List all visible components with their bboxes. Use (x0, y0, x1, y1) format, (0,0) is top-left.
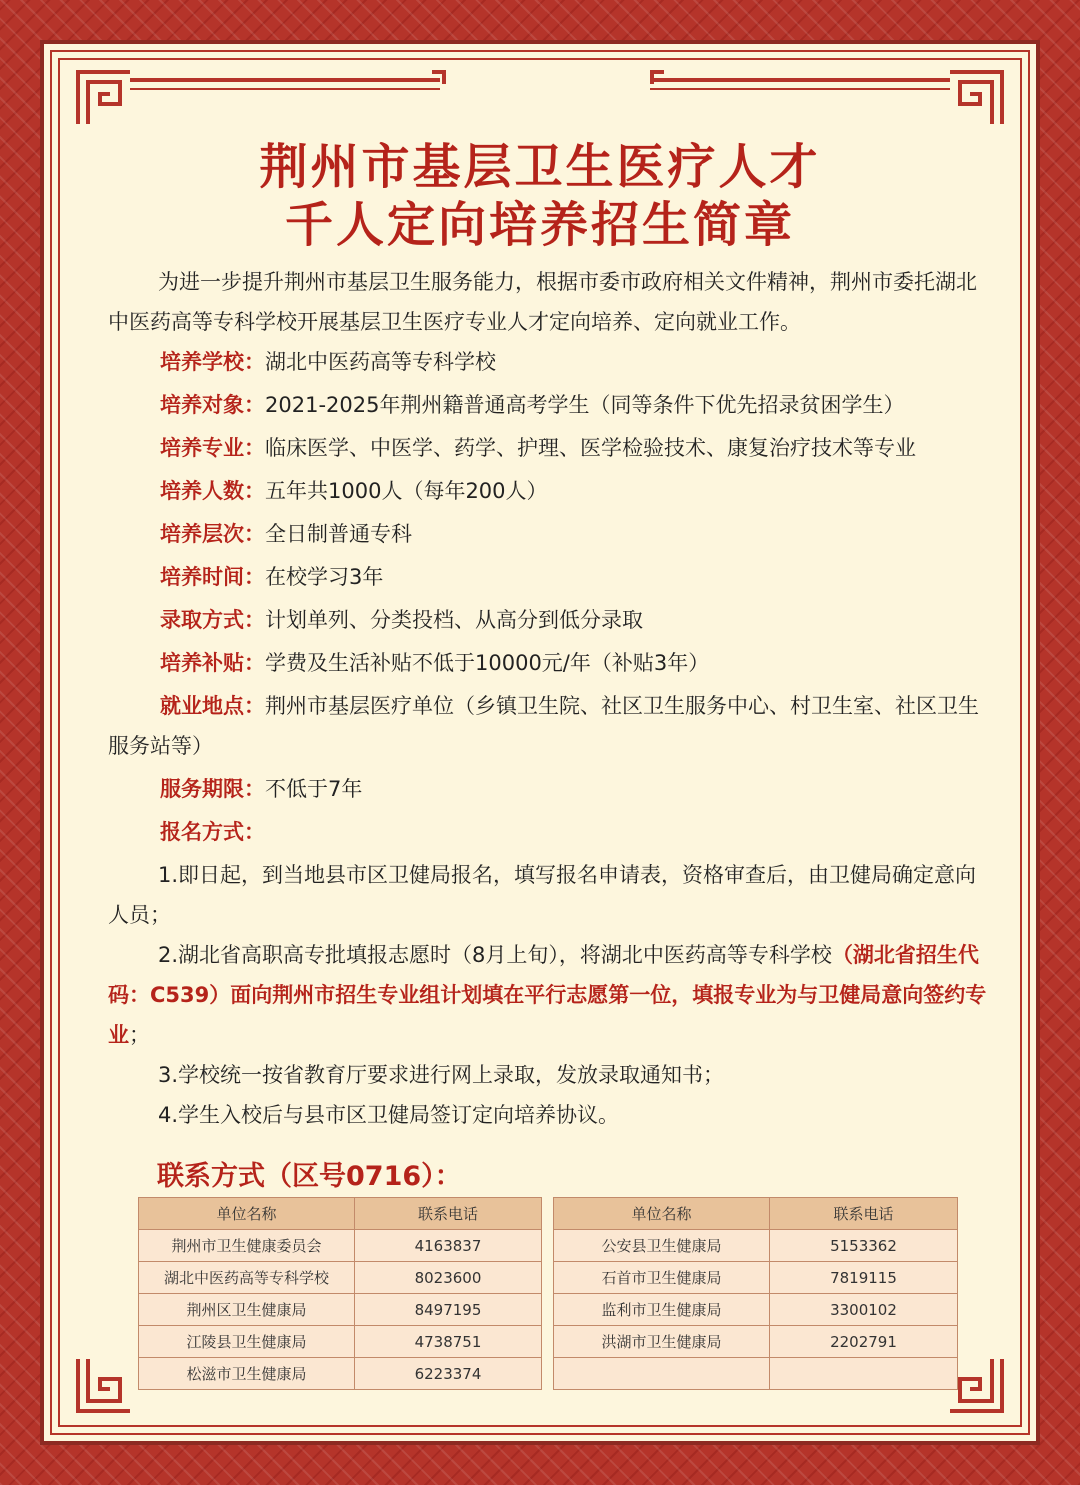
registration-step-1: 1.即日起，到当地县市区卫健局报名，填写报名申请表，资格审查后，由卫健局确定意向人员； (108, 863, 977, 927)
intro-paragraph: 为进一步提升荆州市基层卫生服务能力，根据市委市政府相关文件精神，荆州市委托湖北中医药高等专科学校开展基层卫生医疗专业人才定向培养、定向就业工作。 (108, 270, 977, 334)
field-row (108, 557, 990, 597)
table-row (139, 1230, 542, 1262)
table-header-row (139, 1198, 542, 1230)
field-label: 就业地点： (160, 694, 265, 718)
body-content (108, 262, 990, 1135)
field-row (108, 600, 990, 640)
unit-cell: 荆州区卫生健康局 (139, 1294, 355, 1326)
fret-hook-left-icon (432, 70, 446, 84)
top-right-bar-thin (650, 88, 950, 90)
table-row (554, 1326, 958, 1358)
phone-cell: 4163837 (355, 1230, 542, 1262)
registration-label: 报名方式： (160, 820, 265, 844)
step2-highlight: （湖北省招生代码：C539）面向荆州市招生专业组计划填在平行志愿第一位，填报专业为与卫健局意向签约专业 (108, 943, 987, 1047)
unit-cell: 监利市卫生健康局 (554, 1294, 770, 1326)
registration-step-4: 4.学生入校后与县市区卫健局签订定向培养协议。 (158, 1103, 620, 1127)
fret-corner-icon (946, 68, 1006, 128)
column-header-phone: 联系电话 (770, 1198, 958, 1230)
column-header-unit: 单位名称 (554, 1198, 770, 1230)
table-row (554, 1262, 958, 1294)
phone-cell: 7819115 (770, 1262, 958, 1294)
top-right-bar (650, 78, 950, 82)
page-title-line1: 荆州市基层卫生医疗人才 (259, 139, 821, 195)
table-header-row (554, 1198, 958, 1230)
field-label: 服务期限： (160, 777, 265, 801)
unit-cell: 石首市卫生健康局 (554, 1262, 770, 1294)
phone-cell: 6223374 (355, 1358, 542, 1390)
phone-cell (770, 1358, 958, 1390)
phone-cell: 2202791 (770, 1326, 958, 1358)
field-row (108, 686, 990, 766)
field-value: 湖北中医药高等专科学校 (265, 350, 496, 374)
field-label: 培养学校： (160, 350, 265, 374)
unit-cell: 湖北中医药高等专科学校 (139, 1262, 355, 1294)
field-value: 计划单列、分类投档、从高分到低分录取 (265, 608, 643, 632)
registration-step-3: 3.学校统一按省教育厅要求进行网上录取，发放录取通知书； (158, 1063, 725, 1087)
field-row (108, 385, 990, 425)
fret-corner-icon (74, 1355, 134, 1415)
page-title-line2: 千人定向培养招生简章 (284, 197, 795, 253)
unit-cell: 公安县卫生健康局 (554, 1230, 770, 1262)
field-row (108, 514, 990, 554)
field-label: 培养层次： (160, 522, 265, 546)
field-value: 2021-2025年荆州籍普通高考学生（同等条件下优先招录贫困学生） (265, 393, 905, 417)
step2-end: ； (129, 1023, 150, 1047)
field-value: 荆州市基层医疗单位（乡镇卫生院、社区卫生服务中心、村卫生室、社区卫生服务站等） (108, 694, 979, 758)
unit-cell (554, 1358, 770, 1390)
field-value: 五年共1000人（每年200人） (265, 479, 548, 503)
column-header-unit: 单位名称 (139, 1198, 355, 1230)
phone-cell: 5153362 (770, 1230, 958, 1262)
phone-cell: 4738751 (355, 1326, 542, 1358)
table-row (139, 1358, 542, 1390)
contact-table-left (138, 1197, 542, 1390)
table-row (139, 1326, 542, 1358)
field-row (108, 643, 990, 683)
field-label: 培养补贴： (160, 651, 265, 675)
contact-title: 联系方式（区号0716）： (157, 1161, 462, 1192)
column-header-phone: 联系电话 (355, 1198, 542, 1230)
field-row (108, 471, 990, 511)
unit-cell: 松滋市卫生健康局 (139, 1358, 355, 1390)
phone-cell: 8023600 (355, 1262, 542, 1294)
field-value: 学费及生活补贴不低于10000元/年（补贴3年） (265, 651, 710, 675)
field-value: 临床医学、中医学、药学、护理、医学检验技术、康复治疗技术等专业 (265, 436, 916, 460)
step2-plain: 2.湖北省高职高专批填报志愿时（8月上旬），将湖北中医药高等专科学校 (158, 943, 832, 967)
unit-cell: 江陵县卫生健康局 (139, 1326, 355, 1358)
table-row (554, 1294, 958, 1326)
table-row (139, 1294, 542, 1326)
field-row (108, 428, 990, 468)
field-row (108, 769, 990, 809)
top-left-bar (130, 78, 440, 82)
field-value: 在校学习3年 (265, 565, 384, 589)
field-value: 不低于7年 (265, 777, 363, 801)
field-value: 全日制普通专科 (265, 522, 412, 546)
field-label: 培养对象： (160, 393, 265, 417)
field-label: 录取方式： (160, 608, 265, 632)
field-label: 培养专业： (160, 436, 265, 460)
table-row (139, 1262, 542, 1294)
field-row (108, 812, 990, 852)
contact-table-right (553, 1197, 958, 1390)
unit-cell: 荆州市卫生健康委员会 (139, 1230, 355, 1262)
table-row (554, 1358, 958, 1390)
fret-hook-right-icon (650, 70, 664, 84)
top-left-bar-thin (130, 88, 440, 90)
unit-cell: 洪湖市卫生健康局 (554, 1326, 770, 1358)
fret-corner-icon (74, 68, 134, 128)
field-label: 培养时间： (160, 565, 265, 589)
registration-step-2 (108, 935, 990, 1055)
phone-cell: 8497195 (355, 1294, 542, 1326)
field-label: 培养人数： (160, 479, 265, 503)
table-row (554, 1230, 958, 1262)
field-row (108, 342, 990, 382)
phone-cell: 3300102 (770, 1294, 958, 1326)
